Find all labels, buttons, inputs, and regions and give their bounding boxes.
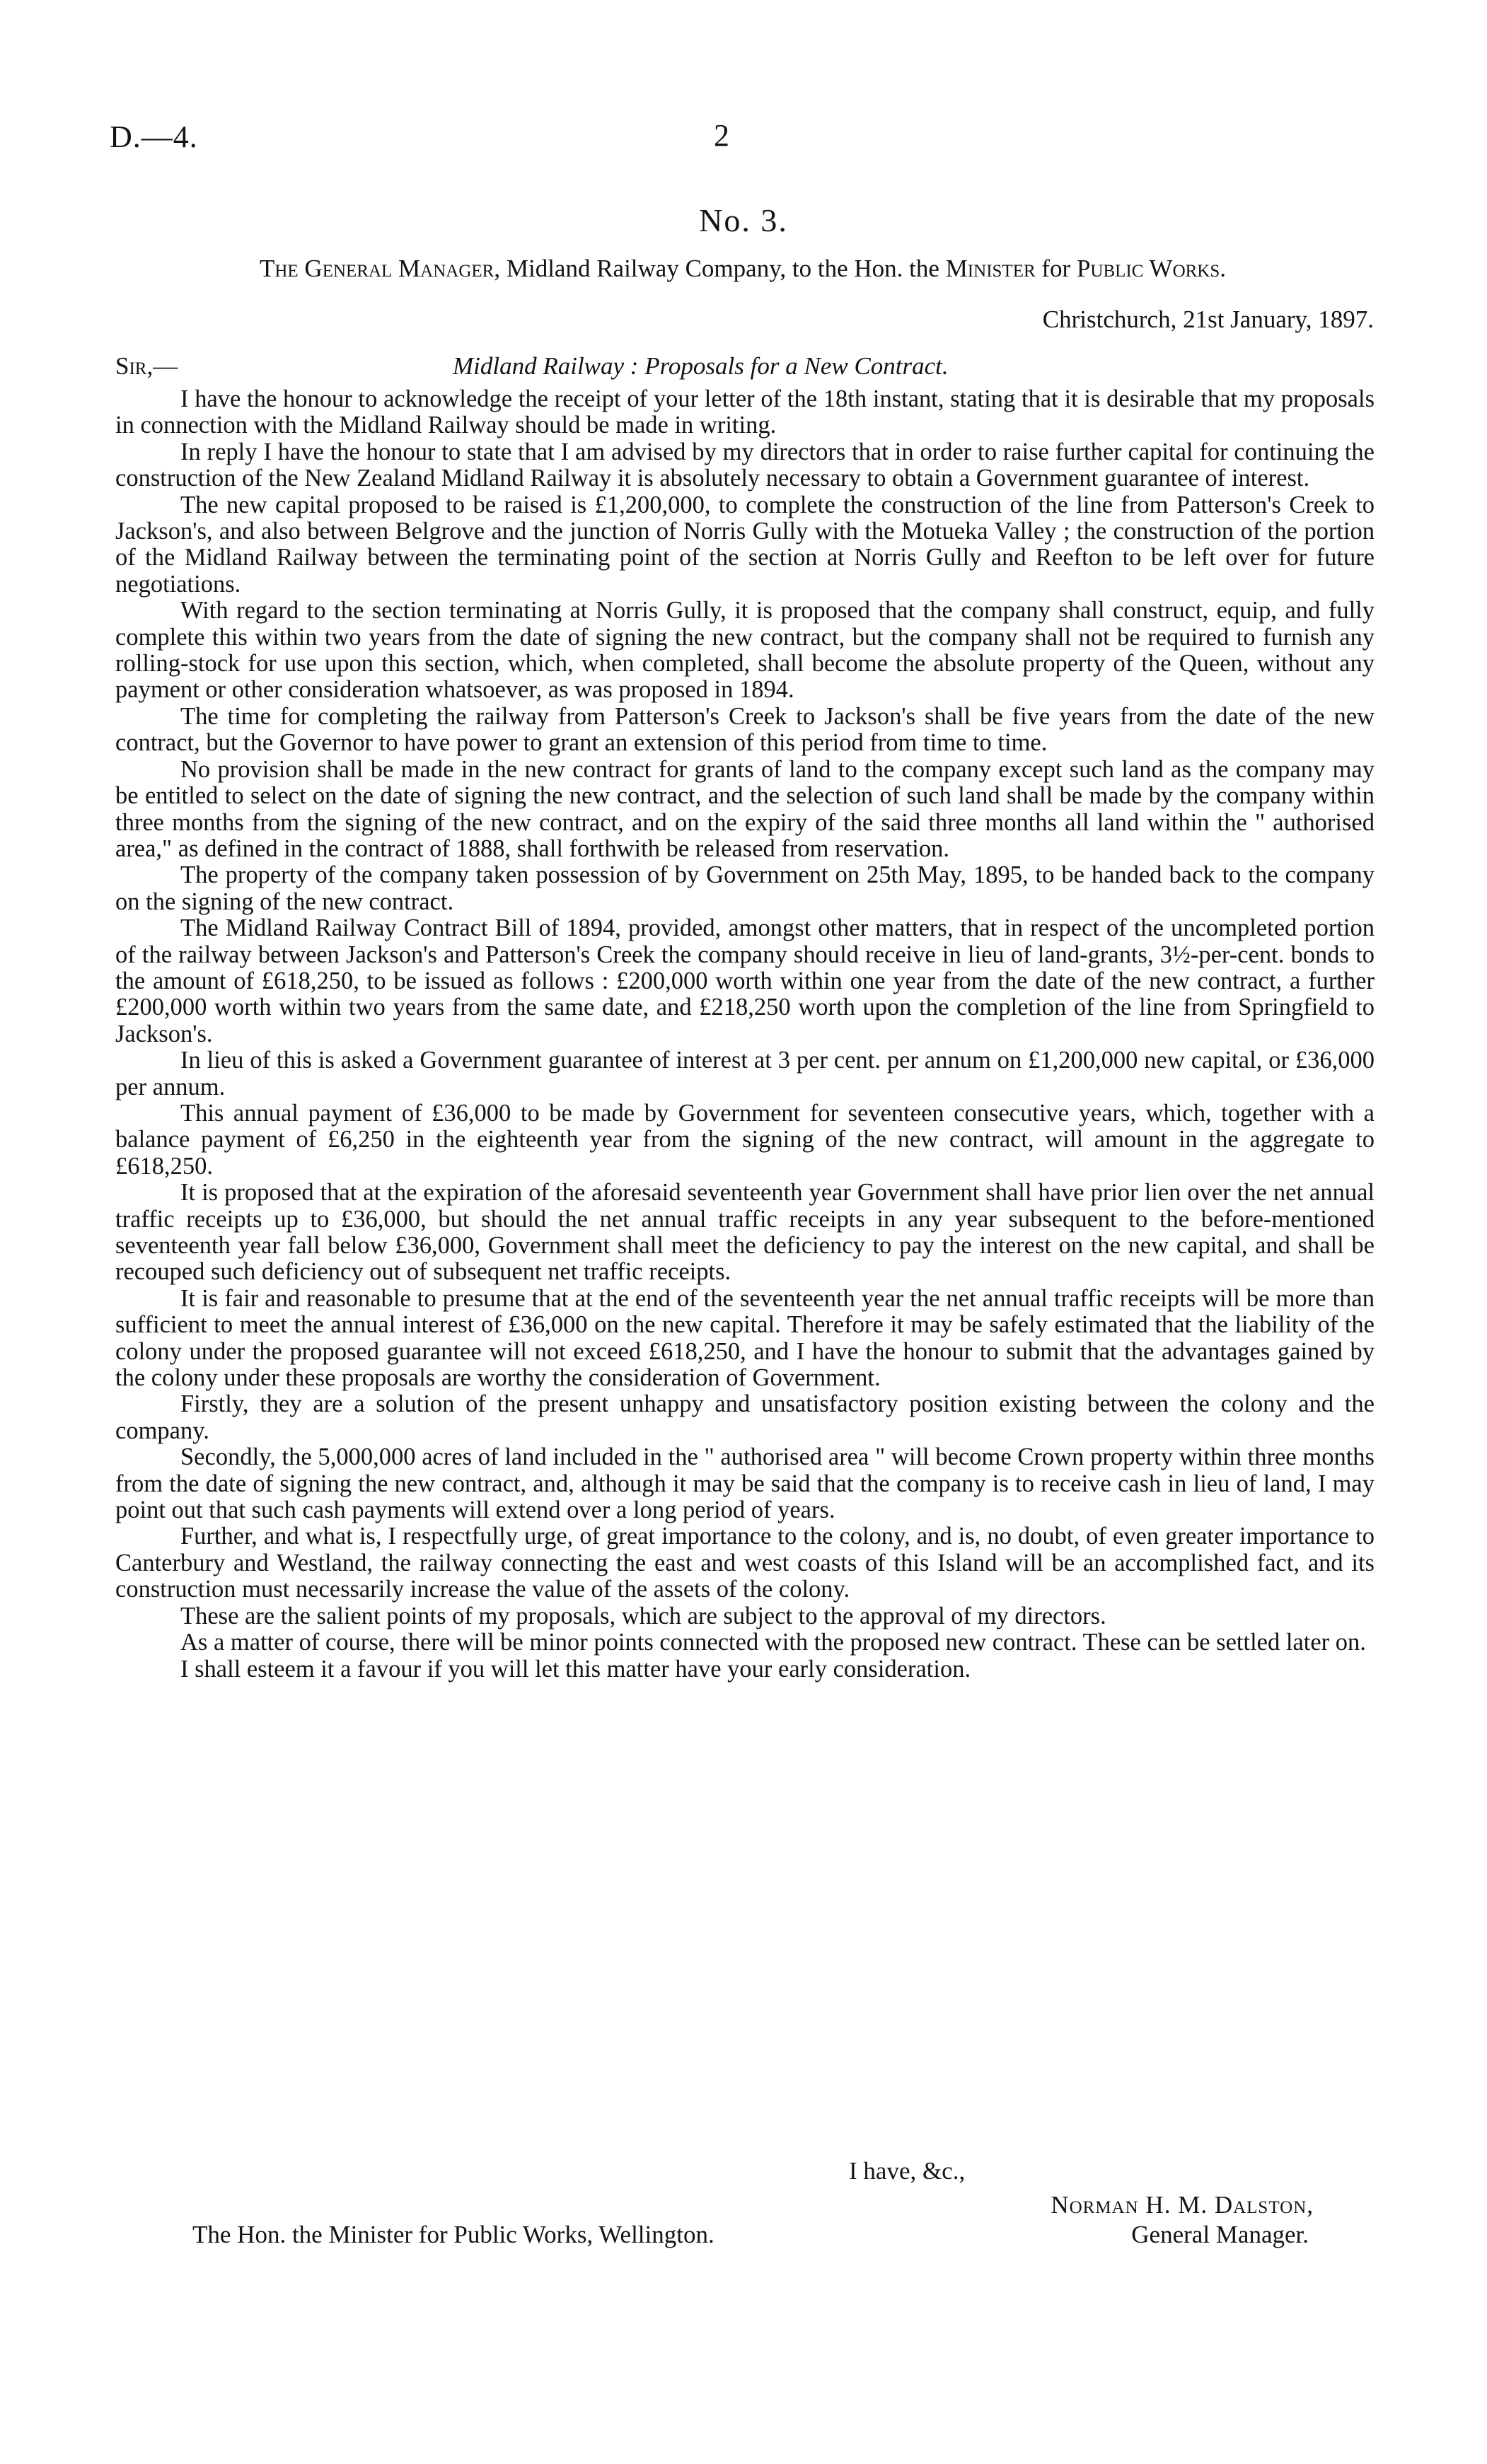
letter-body	[115, 386, 1375, 1683]
document-code: D.—4.	[110, 120, 198, 154]
subject-line: Midland Railway : Proposals for a New Contract.	[453, 352, 949, 380]
paragraph: The Midland Railway Contract Bill of 1894, provided, amongst other matters, that in respect of the uncompleted portion of the railway between Jackson's and Patterson's Creek the company should receive in lieu of land-grants, 3½-per-cent. bonds to the amount of £618,250, to be issued as follows : £200,000 worth within one year from the date of the new contract, a further £200,000 worth within two years from the same date, and £218,250 worth upon the completion of the line from Springfield to Jackson's.	[115, 914, 1375, 1047]
paragraph: With regard to the section terminating at Norris Gully, it is proposed that the company shall construct, equip, and fully complete this within two years from the date of signing the new contract, but the company shall not be required to furnish any rolling-stock for use upon this section, which, when completed, shall become the absolute property of the Queen, without any payment or other consideration whatsoever, as was proposed in 1894.	[115, 597, 1375, 704]
letter-number: No. 3.	[699, 202, 788, 238]
sender-company: Midland Railway Company, to the Hon. the	[506, 255, 939, 282]
recipient-department: Public Works.	[1076, 255, 1227, 282]
paragraph: It is fair and reasonable to presume that at the end of the seventeenth year the net annual traffic receipts will be more than sufficient to meet the annual interest of £36,000 on the new capital. Therefore it may be safely estimated that the liability of the colony under the proposed guarantee will not exceed £618,250, and I have the honour to submit that the advantages gained by the colony under these proposals are worthy the consideration of Government.	[115, 1284, 1375, 1392]
dateline: Christchurch, 21st January, 1897.	[1042, 306, 1374, 333]
paragraph: I shall esteem it a favour if you will let this matter have your early consideration.	[180, 1655, 971, 1683]
paragraph: Further, and what is, I respectfully urge, of great importance to the colony, and is, no doubt, of even greater importance to Canterbury and Westland, the railway connecting the east and west coasts of this Island will be an accomplished fact, and its construction must necessarily increase the value of the assets of the colony.	[115, 1523, 1375, 1603]
paragraph: These are the salient points of my proposals, which are subject to the approval of my directors.	[180, 1602, 1106, 1629]
paragraph: The new capital proposed to be raised is £1,200,000, to complete the construction of the line from Patterson's Creek to Jackson's, and also between Belgrove and the junction of Norris Gully with the Motueka Valley ; the construction of the portion of the Midland Railway between the terminating point of the section at Norris Gully and Reefton to be left over for future negotiations.	[115, 491, 1375, 598]
paragraph: Secondly, the 5,000,000 acres of land included in the " authorised area " will become Crown property within three months from the date of signing the new contract, and, although it may be said that the company is to receive cash in lieu of land, I may point out that such cash payments will extend over a long period of years.	[115, 1443, 1375, 1524]
paragraph: The time for completing the railway from Patterson's Creek to Jackson's shall be five years from the date of the new contract, but the Governor to have power to grant an extension of this period from time to time.	[115, 702, 1375, 757]
paragraph: The property of the company taken possession of by Government on 25th May, 1895, to be handed back to the company on the signing of the new contract.	[115, 861, 1375, 915]
signature-title: General Manager.	[1131, 2221, 1309, 2248]
paragraph: In reply I have the honour to state that I am advised by my directors that in order to raise further capital for continuing the construction of the New Zealand Midland Railway it is absolutely necessary to obtain a Government guarantee of interest.	[115, 438, 1375, 492]
paragraph: No provision shall be made in the new contract for grants of land to the company except such land as the company may be entitled to select on the date of signing the new contract, and the selection of such land shall be made by the company within three months from the signing of the new contract, and on the expiry of the said three months all land within the " authorised area," as defined in the contract of 1888, shall forthwith be released from reservation.	[115, 755, 1375, 862]
paragraph: In lieu of this is asked a Government guarantee of interest at 3 per cent. per annum on £1,200,000 new capital, or £36,000 per annum.	[115, 1047, 1375, 1100]
paragraph: This annual payment of £36,000 to be made by Government for seventeen consecutive years, which, together with a balance payment of £6,250 in the eighteenth year from the signing of the new contract, will amount in the aggregate to £618,250.	[115, 1099, 1375, 1180]
letter-heading	[110, 255, 1376, 283]
recipient-for: for	[1041, 255, 1071, 282]
closing: I have, &c.,	[849, 2157, 966, 2185]
paragraph: I have the honour to acknowledge the receipt of your letter of the 18th instant, stating that it is desirable that my proposals in connection with the Midland Railway should be made in writing.	[115, 385, 1375, 439]
paragraph: As a matter of course, there will be minor points connected with the proposed new contract. These can be settled later on.	[180, 1629, 1366, 1656]
sender-title: The General Manager,	[259, 255, 501, 282]
recipient-title: Minister	[945, 255, 1036, 282]
paragraph: It is proposed that at the expiration of the aforesaid seventeenth year Government shall have prior lien over the net annual traffic receipts up to £36,000, but should the net annual traffic receipts in any year subsequent to the before-mentioned seventeenth year fall below £36,000, Government shall meet the deficiency to pay the interest on the new capital, and shall be recouped such deficiency out of subsequent net traffic receipts.	[115, 1179, 1375, 1286]
paragraph: Firstly, they are a solution of the present unhappy and unsatisfactory position existing between the colony and the company.	[115, 1390, 1375, 1444]
salutation: Sir,—	[115, 352, 178, 380]
page-number: 2	[714, 118, 729, 153]
addressee: The Hon. the Minister for Public Works, Wellington.	[192, 2221, 714, 2248]
signature-name: Norman H. M. Dalston,	[1051, 2191, 1314, 2219]
